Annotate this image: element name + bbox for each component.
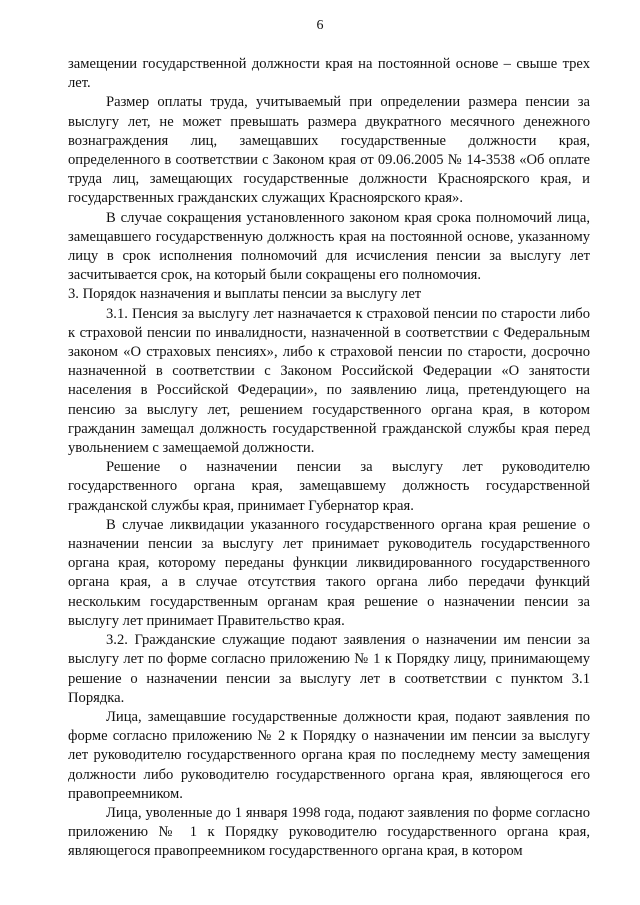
page-number: 6	[316, 18, 324, 33]
paragraph-salary-limit: Размер оплаты труда, учитываемый при определении размера пенсии за выслугу лет, не может превышать размера двукратного месячного денежного вознаграждения лиц, замещавших государственные должности края, определенного в соответствии с Законом края от 09.06.2005 № 14-3538 «Об оплате труда лиц, замещающих государственные должности Красноярского края, и государственных гражданских служащих Красноярского края».	[68, 94, 590, 207]
paragraph-3-2: 3.2. Гражданские служащие подают заявления о назначении им пенсии за выслугу лет по форме согласно приложению № 1 к Порядку лицу, принимающему решение о назначении пенсии за выслугу лет в соответствии с пунктом 3.1 Порядка.	[68, 632, 590, 706]
paragraph-term-reduction: В случае сокращения установленного законом края срока полномочий лица, замещавшего государственную должность края на постоянной основе, указанному лицу в срок исполнения полномочий для исчисления пенсии за выслугу лет засчитывается срок, на который были сокращены его полномочия.	[68, 209, 590, 284]
paragraph-dismissed-before-1998: Лица, уволенные до 1 января 1998 года, подают заявления по форме согласно приложению № 1 к Порядку руководителю государственного органа края, являющегося правопреемником государственного органа края, в котором	[68, 804, 590, 860]
paragraph-governor-decision: Решение о назначении пенсии за выслугу лет руководителю государственного органа края, замещавшему должность государственной гражданской службы края, принимает Губернатор края.	[68, 459, 590, 514]
paragraph-state-positions: Лица, замещавшие государственные должности края, подают заявления по форме согласно приложению № 2 к Порядку о назначении им пенсии за выслугу лет руководителю государственного органа края по последнему месту замещения должности либо руководителю государственного органа края, являющегося его правопреемником.	[68, 708, 590, 802]
section-heading: 3. Порядок назначения и выплаты пенсии за выслугу лет	[68, 286, 422, 303]
paragraph-continuation: замещении государственной должности края на постоянной основе – свыше трех лет.	[68, 56, 590, 92]
paragraph-3-1: 3.1. Пенсия за выслугу лет назначается к страховой пенсии по старости либо к страховой пенсии по инвалидности, назначенной в соответствии с Федеральным законом «О страховых пенсиях», либо к страховой пенсии по старости, досрочно назначенной в соответствии с Законом Российской Федерации «О занятости населения в Российской Федерации», по заявлению лица, претендующего на пенсию за выслугу лет, решением государственного органа края, в котором гражданин замещал должность государственной гражданской службы края перед увольнением с замещаемой должности.	[68, 305, 590, 457]
paragraph-liquidation: В случае ликвидации указанного государственного органа края решение о назначении пенсии за выслугу лет принимает руководитель государственного органа края, которому переданы функции ликвидированного государственного органа края, а в случае отсутствия такого органа либо передачи функций нескольким государственным органам края решение о назначении пенсии за выслугу лет принимает Правительство края.	[68, 516, 590, 629]
document-body	[68, 55, 590, 862]
